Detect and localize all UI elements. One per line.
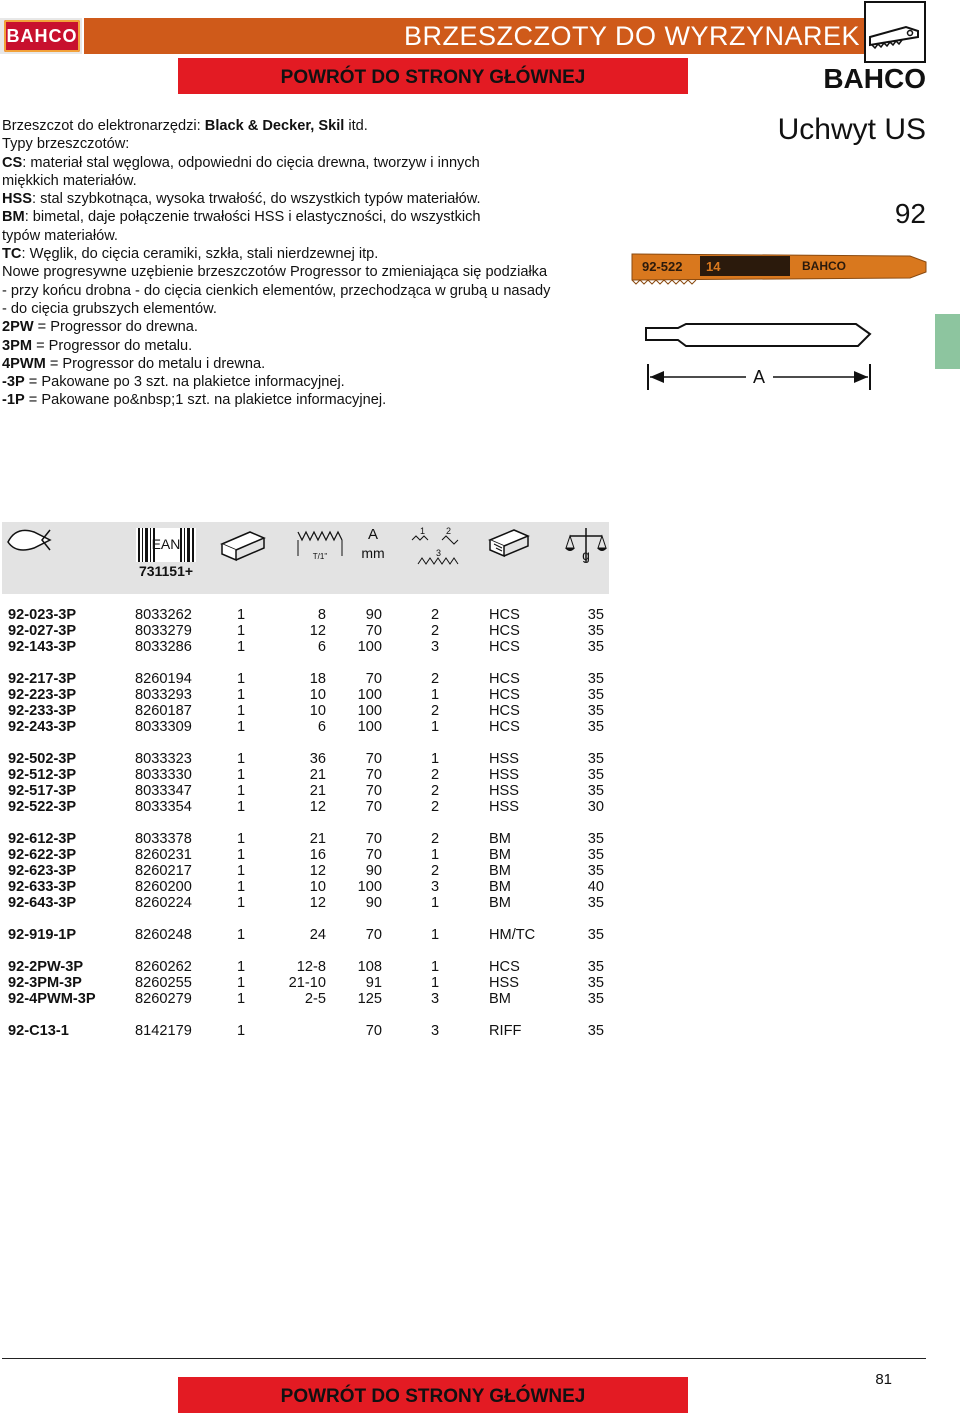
ean-code-cell: 8260217 <box>135 863 192 879</box>
description-line: Brzeszczot do elektronarzędzi: Black & Decker, Skil itd. <box>2 118 368 134</box>
product-code-cell: 92-243-3P <box>8 719 77 735</box>
blade-length-cell: 100 <box>357 639 382 655</box>
table-row <box>8 783 608 799</box>
tooth-set-cell: 1 <box>431 751 440 767</box>
description-line: 4PWM = Progressor do metalu i drewna. <box>2 355 266 372</box>
material-cell: HSS <box>489 783 520 799</box>
weight-cell: 35 <box>587 831 604 847</box>
blade-length-cell: 70 <box>365 767 382 783</box>
quantity-cell: 1 <box>237 831 246 847</box>
teeth-per-inch-cell: 21 <box>309 767 326 783</box>
weight-cell: 35 <box>587 975 604 991</box>
blade-length-cell: 108 <box>357 959 382 975</box>
weight-cell: 35 <box>587 1023 604 1039</box>
table-row <box>8 719 608 735</box>
ean-code-cell: 8033378 <box>135 831 192 847</box>
quantity-cell: 1 <box>237 879 246 895</box>
table-row <box>8 799 608 815</box>
group-spacer <box>8 655 608 671</box>
table-row <box>8 831 608 847</box>
description-line: Nowe progresywne uzębienie brzeszczotów Progressor to zmieniająca się podziałka <box>2 264 548 281</box>
set-label-2: 2 <box>446 526 452 536</box>
product-code-cell: 92-612-3P <box>8 831 77 847</box>
ean-code-cell: 8260194 <box>135 671 192 687</box>
teeth-per-inch-cell: 21 <box>309 831 326 847</box>
quantity-cell: 1 <box>237 975 246 991</box>
description-line: -1P = Pakowane po&nbsp;1 szt. na plakietce informacyjnej. <box>2 392 387 409</box>
material-cell: HCS <box>489 623 520 639</box>
ean-code-cell: 8033347 <box>135 783 192 799</box>
page-number: 81 <box>875 1371 892 1388</box>
material-cell: HCS <box>489 719 520 735</box>
teeth-per-inch-cell: 6 <box>317 719 326 735</box>
tooth-set-cell: 2 <box>431 767 440 783</box>
product-table <box>8 607 608 1039</box>
table-row <box>8 639 608 655</box>
ean-code-cell: 8260200 <box>135 879 192 895</box>
article-number-icon <box>8 530 50 550</box>
ean-code-cell: 8260231 <box>135 847 192 863</box>
product-code-cell: 92-633-3P <box>8 879 77 895</box>
ean-prefix: 731151+ <box>138 563 194 579</box>
table-row <box>8 607 608 623</box>
ean-code-cell: 8260279 <box>135 991 192 1007</box>
ean-label: EAN <box>151 536 181 552</box>
material-cell: HSS <box>489 799 520 815</box>
product-code-cell: 92-643-3P <box>8 895 77 911</box>
material-icon <box>490 530 528 556</box>
blade-length-cell: 70 <box>365 623 382 639</box>
material-cell: BM <box>489 879 511 895</box>
blade-length-cell: 91 <box>365 975 382 991</box>
ean-code-cell: 8033293 <box>135 687 192 703</box>
blade-length-cell: 70 <box>365 783 382 799</box>
weight-cell: 35 <box>587 895 604 911</box>
quantity-cell: 1 <box>237 783 246 799</box>
tooth-set-cell: 2 <box>431 863 440 879</box>
logo-text: BAHCO <box>6 26 78 46</box>
quantity-cell: 1 <box>237 607 246 623</box>
product-code-cell: 92-023-3P <box>8 607 77 623</box>
product-code-cell: 92-623-3P <box>8 863 77 879</box>
teeth-per-inch-cell: 18 <box>309 671 326 687</box>
table-row <box>8 687 608 703</box>
quantity-cell: 1 <box>237 991 246 1007</box>
weight-cell: 40 <box>587 879 604 895</box>
teeth-per-inch-cell: 2-5 <box>304 991 326 1007</box>
description-line: 3PM = Progressor do metalu. <box>2 337 193 354</box>
blade-tpi-label: 14 <box>706 259 721 274</box>
teeth-per-inch-cell: 21 <box>309 783 326 799</box>
table-row <box>8 879 608 895</box>
ean-code-cell: 8142179 <box>135 1023 192 1039</box>
blade-length-cell: 70 <box>365 799 382 815</box>
blade-length-cell: 90 <box>365 607 382 623</box>
dimension-label: A <box>752 367 766 387</box>
table-row <box>8 847 608 863</box>
material-cell: HCS <box>489 703 520 719</box>
group-spacer <box>8 815 608 831</box>
weight-cell: 35 <box>587 863 604 879</box>
material-cell: BM <box>489 847 511 863</box>
weight-cell: 35 <box>587 703 604 719</box>
material-cell: HCS <box>489 687 520 703</box>
description-line: miękkich materiałów. <box>2 172 137 189</box>
table-row <box>8 959 608 975</box>
description-line: - do cięcia grubszych elementów. <box>2 300 217 317</box>
group-spacer <box>8 1007 608 1023</box>
blade-image <box>630 248 930 286</box>
weight-label: g <box>582 547 590 563</box>
page-title: BRZESZCZOTY DO WYRZYNAREK <box>403 21 860 51</box>
tooth-set-cell: 1 <box>431 895 440 911</box>
material-cell: BM <box>489 895 511 911</box>
tooth-set-cell: 1 <box>431 719 440 735</box>
teeth-per-inch-cell: 6 <box>317 639 326 655</box>
ean-code-cell: 8033323 <box>135 751 192 767</box>
length-unit: mm <box>361 545 385 561</box>
product-code-cell: 92-3PM-3P <box>8 975 82 991</box>
product-code-cell: 92-522-3P <box>8 799 77 815</box>
weight-cell: 35 <box>587 671 604 687</box>
tooth-set-cell: 2 <box>431 623 440 639</box>
blade-length-cell: 100 <box>357 879 382 895</box>
teeth-per-inch-cell: 12 <box>309 623 326 639</box>
product-code-cell: 92-C13-1 <box>8 1023 69 1039</box>
tooth-set-cell: 2 <box>431 783 440 799</box>
product-code-cell: 92-217-3P <box>8 671 77 687</box>
tooth-set-cell: 3 <box>431 879 440 895</box>
blade-length-cell: 70 <box>365 751 382 767</box>
set-label-1: 1 <box>420 526 426 536</box>
blade-code-label: 92-522 <box>642 259 683 274</box>
ean-code-cell: 8033286 <box>135 639 192 655</box>
weight-cell: 35 <box>587 959 604 975</box>
table-row <box>8 767 608 783</box>
tooth-set-cell: 3 <box>431 991 440 1007</box>
description-line: TC: Węglik, do cięcia ceramiki, szkła, stali nierdzewnej itp. <box>2 246 379 263</box>
product-code-cell: 92-517-3P <box>8 783 77 799</box>
teeth-per-inch-cell: 24 <box>309 927 326 943</box>
teeth-per-inch-cell: 12-8 <box>296 959 326 975</box>
blade-length-cell: 125 <box>357 991 382 1007</box>
table-row <box>8 1023 608 1039</box>
description-line: 2PW = Progressor do drewna. <box>2 319 198 336</box>
product-code-cell: 92-919-1P <box>8 927 77 943</box>
teeth-per-inch-cell: 16 <box>309 847 326 863</box>
tooth-set-cell: 2 <box>431 671 440 687</box>
description-line: - przy końcu drobna - do cięcia cienkich elementów, przechodząca w grubą u nasady <box>2 282 551 299</box>
quantity-cell: 1 <box>237 719 246 735</box>
section-tab <box>935 314 960 369</box>
tooth-set-cell: 3 <box>431 1023 440 1039</box>
material-cell: BM <box>489 863 511 879</box>
blade-length-cell: 70 <box>365 927 382 943</box>
teeth-per-inch-cell: 10 <box>309 703 326 719</box>
blade-length-cell: 90 <box>365 863 382 879</box>
table-row <box>8 671 608 687</box>
material-cell: HCS <box>489 959 520 975</box>
quantity-cell: 1 <box>237 687 246 703</box>
tooth-set-cell: 2 <box>431 831 440 847</box>
table-row <box>8 927 608 943</box>
weight-cell: 35 <box>587 751 604 767</box>
material-cell: HSS <box>489 767 520 783</box>
quantity-cell: 1 <box>237 623 246 639</box>
material-cell: BM <box>489 991 511 1007</box>
group-spacer <box>8 943 608 959</box>
material-cell: HSS <box>489 975 520 991</box>
material-cell: RIFF <box>489 1023 522 1039</box>
product-number: 92 <box>894 198 926 229</box>
description-line: HSS: stal szybkotnąca, wysoka trwałość, do wszystkich typów materiałów. <box>2 191 481 208</box>
weight-cell: 35 <box>587 927 604 943</box>
quantity-cell: 1 <box>237 639 246 655</box>
weight-cell: 35 <box>587 719 604 735</box>
teeth-per-inch-cell: 10 <box>309 879 326 895</box>
weight-cell: 30 <box>587 799 604 815</box>
quantity-cell: 1 <box>237 751 246 767</box>
table-row <box>8 975 608 991</box>
table-row <box>8 895 608 911</box>
weight-cell: 35 <box>587 991 604 1007</box>
teeth-per-inch-cell: 12 <box>309 895 326 911</box>
product-description <box>2 117 612 410</box>
tooth-set-cell: 2 <box>431 703 440 719</box>
weight-cell: 35 <box>587 607 604 623</box>
set-label-3: 3 <box>436 548 442 558</box>
group-spacer <box>8 735 608 751</box>
quantity-cell: 1 <box>237 799 246 815</box>
ean-code-cell: 8033309 <box>135 719 192 735</box>
weight-cell: 35 <box>587 639 604 655</box>
blade-length-cell: 100 <box>357 719 382 735</box>
ean-code-cell: 8260255 <box>135 975 192 991</box>
product-code-cell: 92-502-3P <box>8 751 77 767</box>
jigsaw-blade-icon <box>864 1 926 63</box>
back-to-main-button-footer[interactable]: POWRÓT DO STRONY GŁÓWNEJ <box>178 1377 688 1413</box>
length-label: A <box>367 526 379 543</box>
product-code-cell: 92-233-3P <box>8 703 77 719</box>
tooth-set-cell: 1 <box>431 959 440 975</box>
blade-length-cell: 90 <box>365 895 382 911</box>
material-cell: HM/TC <box>489 927 536 943</box>
quantity-cell: 1 <box>237 927 246 943</box>
ean-code-cell: 8033330 <box>135 767 192 783</box>
ean-code-cell: 8260187 <box>135 703 192 719</box>
tooth-set-cell: 2 <box>431 799 440 815</box>
blade-length-cell: 100 <box>357 687 382 703</box>
ean-code-cell: 8260224 <box>135 895 192 911</box>
back-to-main-button[interactable]: POWRÓT DO STRONY GŁÓWNEJ <box>178 58 688 94</box>
tooth-set-cell: 2 <box>431 607 440 623</box>
table-header <box>2 522 609 594</box>
quantity-cell: 1 <box>237 703 246 719</box>
blade-length-cell: 70 <box>365 671 382 687</box>
material-cell: HSS <box>489 751 520 767</box>
group-spacer <box>8 911 608 927</box>
ean-code-cell: 8033279 <box>135 623 192 639</box>
quantity-cell: 1 <box>237 767 246 783</box>
blade-dimension-diagram <box>638 322 878 394</box>
tooth-set-cell: 1 <box>431 687 440 703</box>
teeth-per-inch-cell: 8 <box>317 607 326 623</box>
ean-code-cell: 8260262 <box>135 959 192 975</box>
blade-length-cell: 70 <box>365 831 382 847</box>
teeth-per-inch-cell: 12 <box>309 799 326 815</box>
ean-code-cell: 8033354 <box>135 799 192 815</box>
table-row <box>8 991 608 1007</box>
quantity-cell: 1 <box>237 863 246 879</box>
description-line: -3P = Pakowane po 3 szt. na plakietce informacyjnej. <box>2 374 345 391</box>
tooth-set-cell: 1 <box>431 847 440 863</box>
tooth-set-icon <box>412 536 458 564</box>
weight-cell: 35 <box>587 783 604 799</box>
teeth-per-inch-cell: 21-10 <box>288 975 326 991</box>
blade-length-cell: 100 <box>357 703 382 719</box>
product-code-cell: 92-4PWM-3P <box>8 991 96 1007</box>
ean-code-cell: 8033262 <box>135 607 192 623</box>
quantity-cell: 1 <box>237 1023 246 1039</box>
product-code-cell: 92-143-3P <box>8 639 77 655</box>
teeth-per-inch-cell: 12 <box>309 863 326 879</box>
blade-length-cell: 70 <box>365 1023 382 1039</box>
table-row <box>8 623 608 639</box>
blade-length-cell: 70 <box>365 847 382 863</box>
description-line: typów materiałów. <box>2 227 118 244</box>
teeth-per-inch-cell: 10 <box>309 687 326 703</box>
holder-type: Uchwyt US <box>777 113 926 146</box>
table-row <box>8 703 608 719</box>
quantity-cell: 1 <box>237 671 246 687</box>
tooth-set-cell: 3 <box>431 639 440 655</box>
weight-cell: 35 <box>587 687 604 703</box>
table-row <box>8 751 608 767</box>
description-line: CS: materiał stal węglowa, odpowiedni do cięcia drewna, tworzyw i innych <box>2 154 480 171</box>
ean-code-cell: 8260248 <box>135 927 192 943</box>
tpi-label: T/1" <box>312 552 328 561</box>
weight-cell: 35 <box>587 847 604 863</box>
material-cell: HCS <box>489 671 520 687</box>
product-code-cell: 92-223-3P <box>8 687 77 703</box>
product-code-cell: 92-512-3P <box>8 767 77 783</box>
footer-divider <box>2 1358 926 1359</box>
tooth-set-cell: 1 <box>431 975 440 991</box>
quantity-cell: 1 <box>237 895 246 911</box>
description-line: Typy brzeszczotów: <box>2 136 130 153</box>
product-code-cell: 92-027-3P <box>8 623 77 639</box>
teeth-per-inch-cell: 36 <box>309 751 326 767</box>
product-code-cell: 92-2PW-3P <box>8 959 84 975</box>
product-code-cell: 92-622-3P <box>8 847 77 863</box>
material-cell: HCS <box>489 607 520 623</box>
material-cell: HCS <box>489 639 520 655</box>
material-cell: BM <box>489 831 511 847</box>
blade-brand-label: BAHCO <box>802 259 846 273</box>
weight-cell: 35 <box>587 767 604 783</box>
quantity-cell: 1 <box>237 959 246 975</box>
tooth-set-cell: 1 <box>431 927 440 943</box>
package-icon <box>222 532 264 560</box>
table-row <box>8 863 608 879</box>
description-line: BM: bimetal, daje połączenie trwałości HSS i elastyczności, do wszystkich <box>2 209 481 226</box>
weight-cell: 35 <box>587 623 604 639</box>
brand-name: BAHCO <box>823 63 926 94</box>
quantity-cell: 1 <box>237 847 246 863</box>
